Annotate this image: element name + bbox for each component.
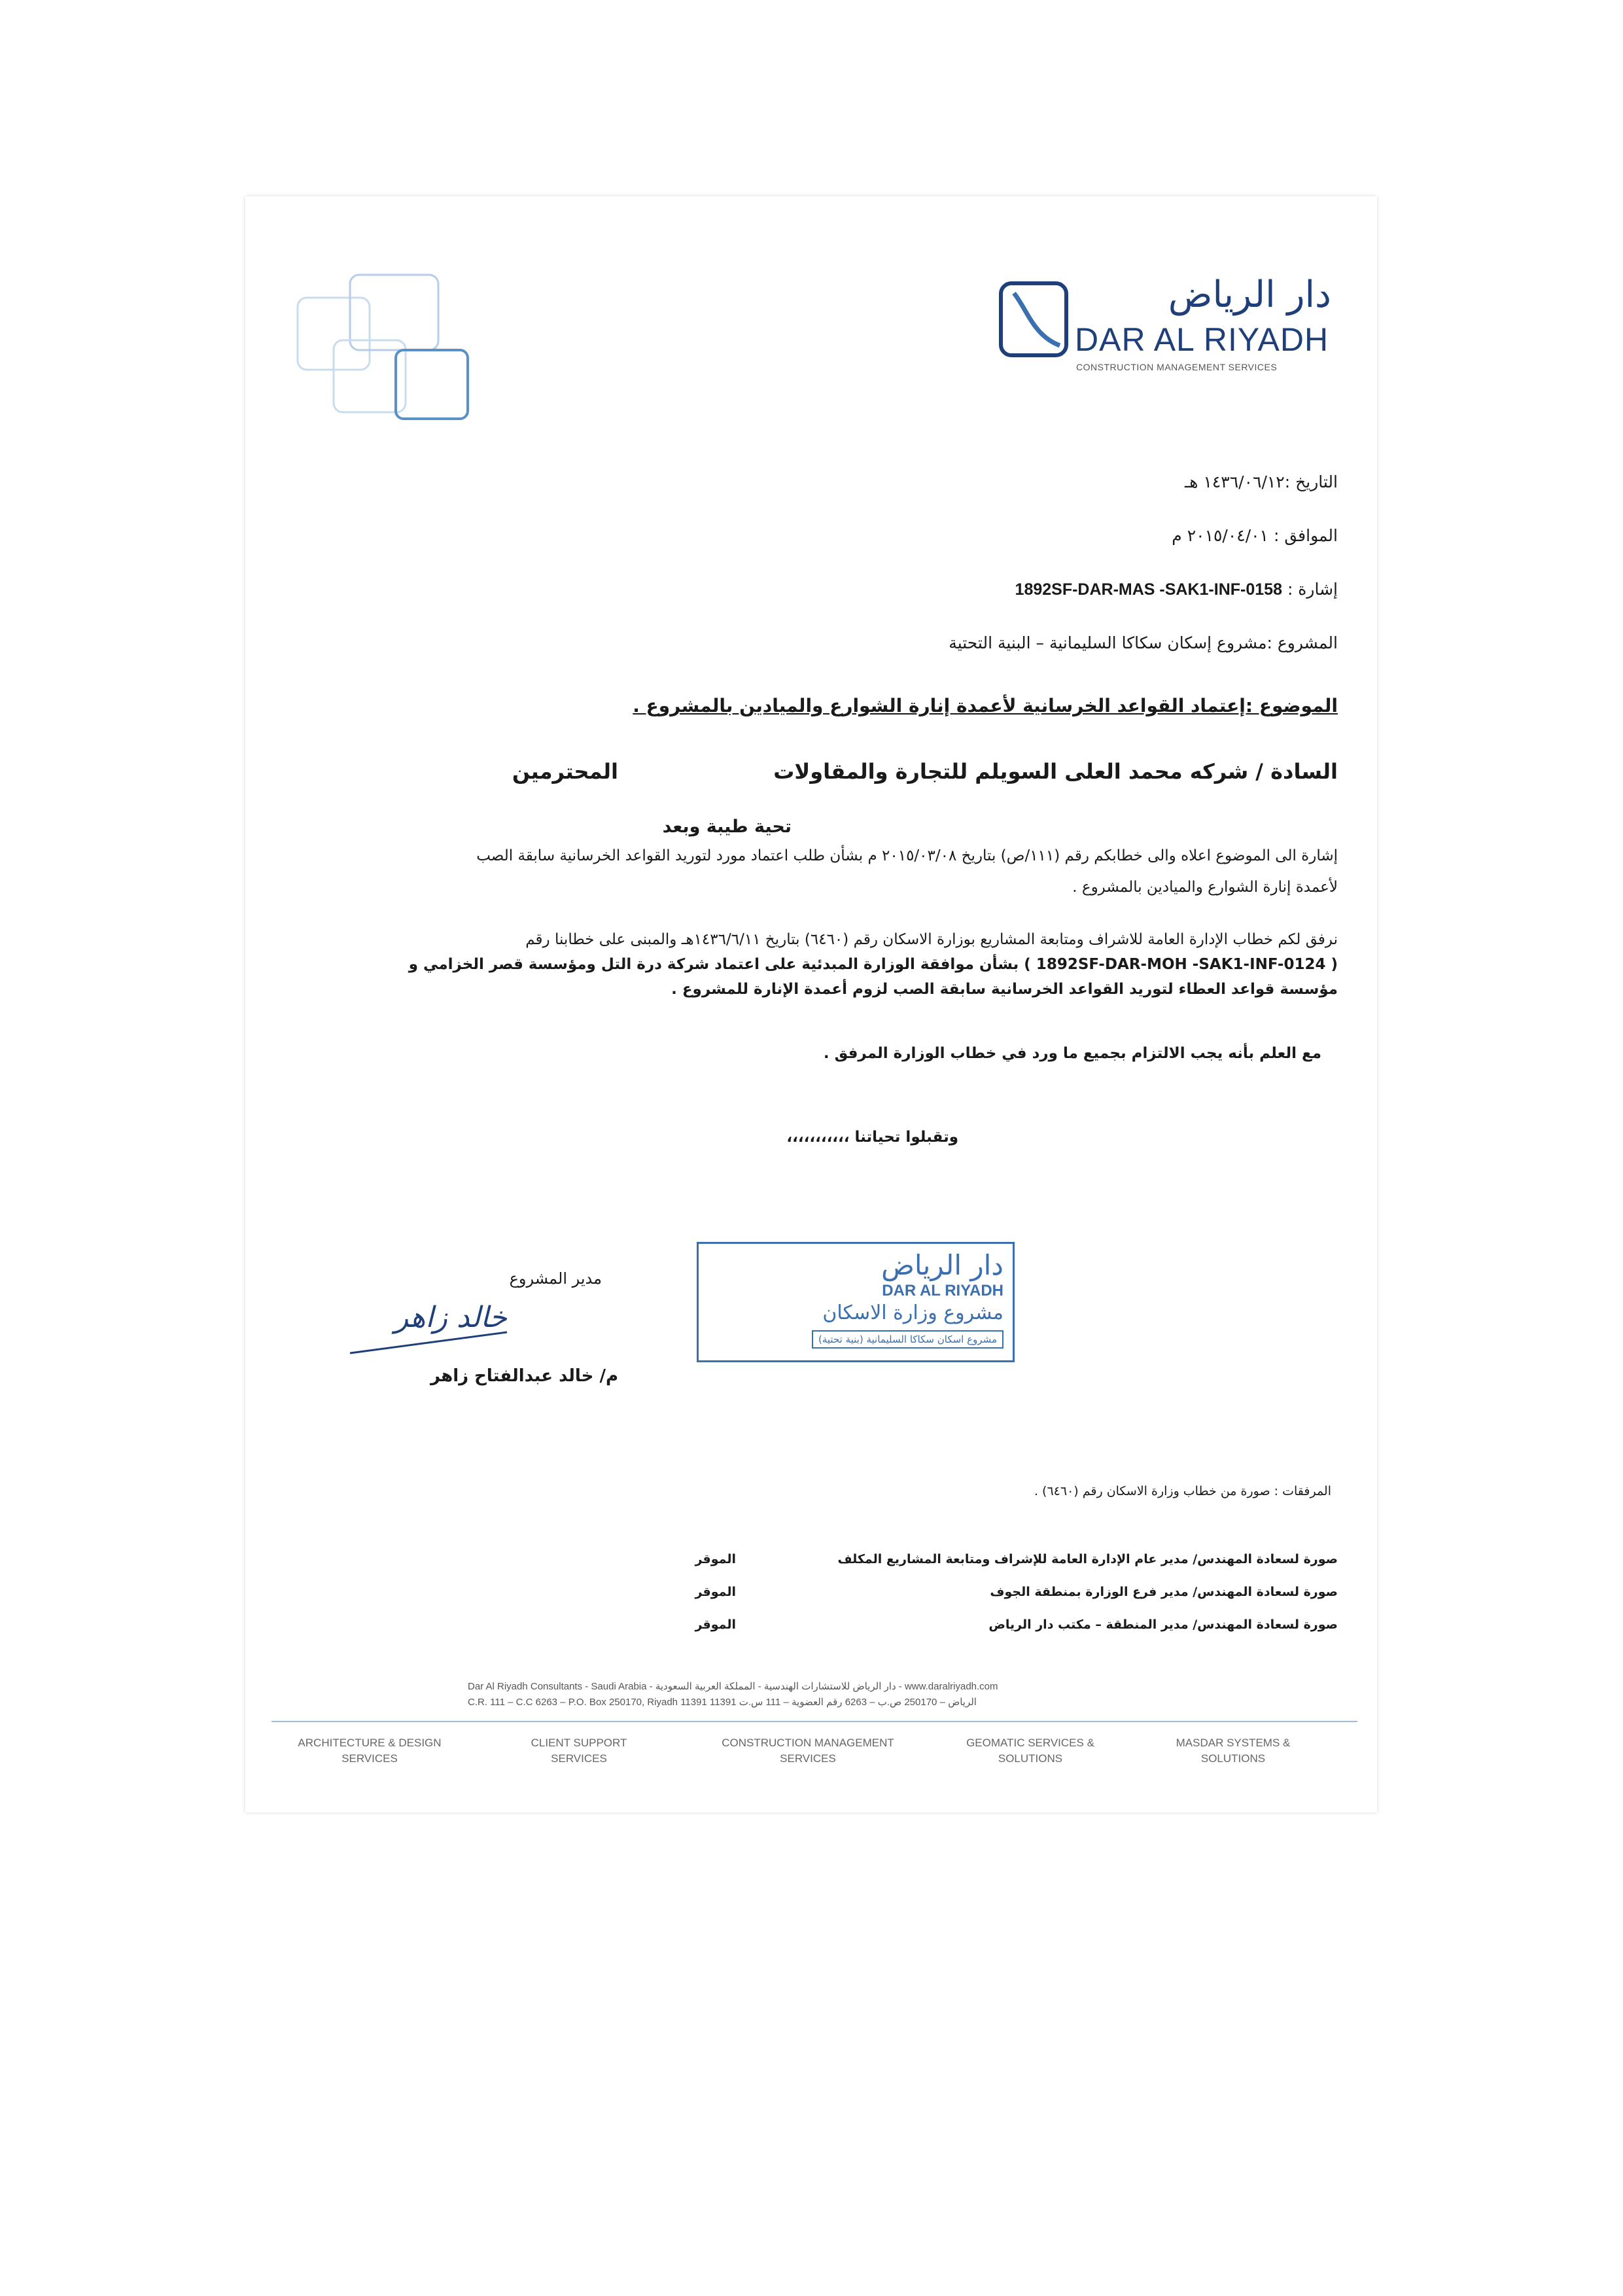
copy-2-label: الموقر bbox=[695, 1585, 736, 1599]
copy-3-recipient: صورة لسعادة المهندس/ مدير المنطقة – مكتب دار الرياض bbox=[988, 1617, 1338, 1632]
reference-number: 1892SF-DAR-MAS -SAK1-INF-0158 bbox=[1015, 580, 1282, 599]
paragraph-2-line-2: ( 1892SF-DAR-MOH -SAK1-INF-0124 ) بشأن موافقة الوزارة المبدئية على اعتماد شركة درة التل ومؤسسة قصر الخزامي و bbox=[408, 956, 1338, 973]
copy-1-recipient: صورة لسعادة المهندس/ مدير عام الإدارة العامة للإشراف ومتابعة المشاريع المكلف bbox=[837, 1552, 1338, 1566]
date-gregorian: الموافق : ٢٠١٥/٠٤/٠١ م bbox=[1172, 526, 1338, 545]
project-line: المشروع :مشروع إسكان سكاكا السليمانية – البنية التحتية bbox=[949, 633, 1338, 652]
footer-service-3-line-2: SERVICES bbox=[780, 1752, 836, 1765]
footer-service-5-line-1: MASDAR SYSTEMS & bbox=[1176, 1737, 1291, 1749]
closing-line: وتقبلوا تحياتنا ،،،،،،،،،،، bbox=[786, 1129, 958, 1146]
letter-page bbox=[245, 196, 1377, 1812]
logo-english: DAR AL RIYADH bbox=[1075, 321, 1329, 358]
footer-service-2-line-2: SERVICES bbox=[551, 1752, 607, 1765]
footer-service-5-line-2: SOLUTIONS bbox=[1200, 1752, 1266, 1765]
footer-service-4 bbox=[945, 1735, 1115, 1767]
footer-service-1-line-2: SERVICES bbox=[341, 1752, 398, 1765]
paragraph-1-line-1: إشارة الى الموضوع اعلاه والى خطابكم رقم (١١١/ص) بتاريخ ٢٠١٥/٠٣/٠٨ م بشأن طلب اعتماد مورد لتوريد القواعد الخرسانية سابقة الصب bbox=[476, 847, 1338, 864]
reference-line bbox=[1015, 580, 1338, 599]
footer-service-4-line-1: GEOMATIC SERVICES & bbox=[966, 1737, 1094, 1749]
addressee-honorific: المحترمين bbox=[512, 759, 618, 784]
logo-subtitle: CONSTRUCTION MANAGEMENT SERVICES bbox=[1076, 362, 1278, 372]
compliance-note: مع العلم بأنه يجب الالتزام بجميع ما ورد في خطاب الوزارة المرفق . bbox=[823, 1045, 1321, 1062]
addressee-name: السادة / شركه محمد العلى السويلم للتجارة والمقاولات bbox=[773, 759, 1338, 784]
signature-text: خالد زاهر bbox=[394, 1301, 507, 1334]
footer-service-3 bbox=[703, 1735, 913, 1767]
footer-service-5 bbox=[1155, 1735, 1312, 1767]
greeting: تحية طيبة وبعد bbox=[662, 817, 792, 837]
footer-address-2: C.R. 111 – C.C 6263 – P.O. Box 250170, Riyadh 11391 11391 الرياض – 250170 ص.ب – 6263 رقم العضوية – 111 س.ت bbox=[468, 1697, 977, 1708]
stamp-english-name: DAR AL RIYADH bbox=[882, 1282, 1003, 1299]
paragraph-2-line-1: نرفق لكم خطاب الإدارة العامة للاشراف ومتابعة المشاريع بوزارة الاسكان رقم (٦٤٦٠) بتاريخ ١٤٣٦/٦/١١هـ والمبنى على خطابنا رقم bbox=[525, 931, 1338, 948]
logo-arabic: دار الرياض bbox=[1168, 274, 1331, 316]
company-logo bbox=[998, 274, 1338, 404]
footer-service-4-line-2: SOLUTIONS bbox=[998, 1752, 1063, 1765]
copy-3-label: الموقر bbox=[695, 1617, 736, 1632]
stamp-subproject: مشروع اسكان سكاكا السليمانية (بنية تحتية) bbox=[812, 1330, 1003, 1349]
signature-stroke bbox=[343, 1327, 514, 1360]
footer-divider bbox=[271, 1721, 1357, 1722]
paragraph-1-line-2: لأعمدة إنارة الشوارع والميادين بالمشروع . bbox=[1072, 879, 1338, 896]
footer-service-2-line-1: CLIENT SUPPORT bbox=[531, 1737, 627, 1749]
handwritten-signature bbox=[343, 1301, 514, 1360]
paragraph-2-line-3: مؤسسة قواعد العطاء لتوريد القواعد الخرسانية سابقة الصب لزوم أعمدة الإنارة للمشروع . bbox=[671, 981, 1338, 998]
footer-service-1-line-1: ARCHITECTURE & DESIGN bbox=[298, 1737, 442, 1749]
copy-2-recipient: صورة لسعادة المهندس/ مدير فرع الوزارة بمنطقة الجوف bbox=[990, 1585, 1338, 1599]
signatory-name: م/ خالد عبدالفتاح زاهر bbox=[430, 1366, 618, 1386]
stamp-arabic-name: دار الرياض bbox=[881, 1249, 1003, 1281]
date-hijri: التاريخ :١٤٣٦/٠٦/١٢ هـ bbox=[1184, 472, 1338, 491]
subject-line: الموضوع :إعتماد القواعد الخرسانية لأعمدة إنارة الشوارع والميادين بالمشروع . bbox=[633, 695, 1338, 716]
attachments-line: المرفقات : صورة من خطاب وزارة الاسكان رقم (٦٤٦٠) . bbox=[1034, 1484, 1331, 1498]
footer-service-1 bbox=[285, 1735, 455, 1767]
footer-service-2 bbox=[507, 1735, 651, 1767]
signatory-title: مدير المشروع bbox=[509, 1269, 602, 1288]
stamp-project: مشروع وزارة الاسكان bbox=[822, 1301, 1003, 1324]
logo-emblem-icon bbox=[998, 280, 1070, 359]
decorative-squares bbox=[285, 268, 520, 451]
footer-service-3-line-1: CONSTRUCTION MANAGEMENT bbox=[722, 1737, 894, 1749]
footer-address-1: Dar Al Riyadh Consultants - Saudi Arabia - دار الرياض للاستشارات الهندسية - المملكة العربية السعودية - www.daralriyadh.com bbox=[468, 1681, 998, 1692]
company-stamp bbox=[697, 1242, 1015, 1362]
copy-1-label: الموقر bbox=[695, 1552, 736, 1566]
reference-label: إشارة : bbox=[1287, 580, 1338, 599]
